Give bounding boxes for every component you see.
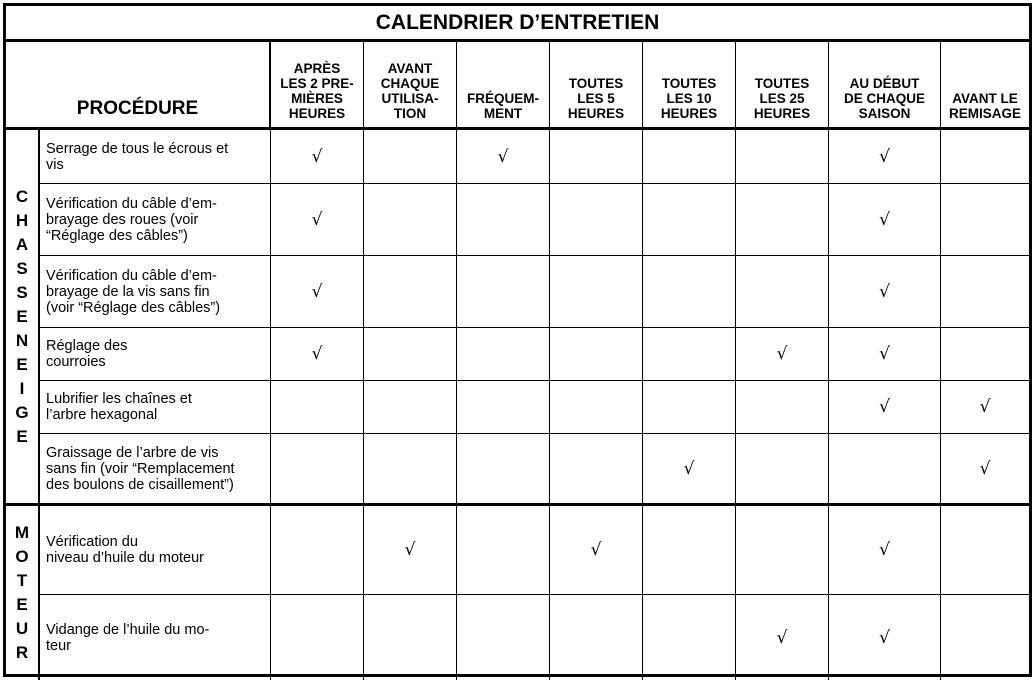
- column-header-line: MENT: [483, 106, 523, 121]
- procedure-text: [46, 196, 217, 244]
- procedure-cell: [40, 381, 271, 434]
- schedule-cell: [829, 381, 941, 434]
- column-header-line: LES 10: [666, 91, 712, 106]
- section-label-letter: G: [15, 402, 29, 422]
- procedure-line: Vérification du câble d’em-: [46, 267, 217, 284]
- schedule-cell: [643, 256, 736, 328]
- schedule-cell: [829, 328, 941, 381]
- column-header: [736, 42, 829, 130]
- column-header-text: [754, 76, 810, 121]
- procedure-line: niveau d’huile du moteur: [46, 550, 204, 566]
- schedule-cell: [829, 256, 941, 328]
- check-mark-icon: √: [879, 627, 890, 648]
- check-mark-icon: √: [311, 281, 323, 302]
- check-mark-icon: √: [311, 344, 323, 364]
- section-label-letter: U: [15, 619, 29, 638]
- schedule-cell: [643, 130, 736, 184]
- column-header-text: [844, 76, 925, 121]
- schedule-cell: [271, 506, 364, 595]
- column-header-line: FRÉQUEM-: [467, 91, 539, 106]
- procedure-line: brayage de la vis sans fin: [46, 283, 210, 300]
- schedule-cell: [550, 184, 643, 256]
- procedure-line: Vérification du câble d’em-: [46, 195, 217, 212]
- section-label-letter: N: [15, 330, 29, 350]
- section-label-letter: H: [15, 210, 29, 230]
- procedure-cell: [40, 595, 271, 680]
- check-mark-icon: √: [776, 344, 788, 364]
- section-label-letter: C: [15, 186, 29, 206]
- schedule-cell: [643, 595, 736, 680]
- column-header-text: [280, 61, 354, 121]
- check-mark-icon: √: [879, 397, 890, 417]
- schedule-cell: [643, 184, 736, 256]
- column-header-text: [381, 61, 440, 121]
- schedule-cell: [457, 328, 550, 381]
- column-header-line: LES 25: [759, 91, 805, 106]
- section-label: [6, 506, 40, 680]
- schedule-cell: [271, 381, 364, 434]
- column-header-line: AVANT: [387, 61, 433, 76]
- check-mark-icon: √: [311, 146, 323, 167]
- procedure-cell: [40, 506, 271, 595]
- procedure-line: Vérification du: [46, 534, 138, 550]
- schedule-cell: [941, 506, 1029, 595]
- column-header: [550, 42, 643, 130]
- procedure-line: l’arbre hexagonal: [46, 407, 158, 423]
- schedule-cell: [736, 130, 829, 184]
- schedule-cell: [550, 434, 643, 506]
- procedure-line: sans fin (voir “Remplacement: [46, 460, 235, 477]
- schedule-cell: [364, 130, 457, 184]
- schedule-cell: [941, 184, 1029, 256]
- procedure-line: Lubrifier les chaînes et: [46, 391, 192, 407]
- column-header-line: DE CHAQUE: [843, 91, 925, 106]
- schedule-cell: [941, 328, 1029, 381]
- schedule-cell: [364, 434, 457, 506]
- schedule-cell: [736, 381, 829, 434]
- check-mark-icon: √: [776, 627, 788, 648]
- schedule-cell: [829, 506, 941, 595]
- procedure-line: teur: [46, 637, 71, 654]
- check-mark-icon: √: [979, 397, 991, 417]
- section-label-letter: M: [14, 523, 30, 542]
- procedure-text: [46, 391, 192, 423]
- procedure-line: vis: [46, 156, 64, 173]
- column-header-line: SAISON: [858, 106, 911, 121]
- schedule-cell: [364, 184, 457, 256]
- column-header-line: HEURES: [288, 106, 346, 121]
- schedule-cell: [457, 506, 550, 595]
- procedure-line: (voir “Réglage des câbles”): [46, 299, 221, 316]
- schedule-cell: [457, 184, 550, 256]
- section-label: [6, 130, 40, 506]
- schedule-cell: [829, 130, 941, 184]
- column-header-line: HEURES: [753, 106, 811, 121]
- procedure-cell: [40, 434, 271, 506]
- schedule-cell: [457, 130, 550, 184]
- schedule-cell: [364, 256, 457, 328]
- section-label-letter: R: [15, 643, 29, 662]
- schedule-cell: [736, 328, 829, 381]
- schedule-cell: [941, 595, 1029, 680]
- section-label-letter: S: [16, 258, 28, 278]
- schedule-cell: [271, 130, 364, 184]
- schedule-cell: [736, 506, 829, 595]
- column-header-line: MIÈRES: [291, 91, 343, 106]
- procedure-text: [46, 141, 228, 173]
- schedule-cell: [364, 381, 457, 434]
- section-label-letter: E: [16, 306, 28, 326]
- procedure-cell: [40, 256, 271, 328]
- procedure-line: Vidange de l’huile du mo-: [46, 621, 210, 638]
- schedule-cell: [550, 381, 643, 434]
- schedule-cell: [643, 381, 736, 434]
- column-header-text: [467, 91, 539, 121]
- procedure-line: des boulons de cisaillement”): [46, 476, 234, 493]
- section-label-letter: E: [16, 595, 28, 614]
- column-header: [829, 42, 941, 130]
- procedure-cell: [40, 184, 271, 256]
- section-label-letter: E: [16, 354, 28, 374]
- section-label-letter: I: [19, 378, 25, 398]
- schedule-cell: [364, 595, 457, 680]
- schedule-cell: [829, 434, 941, 506]
- schedule-cell: [457, 434, 550, 506]
- check-mark-icon: √: [879, 281, 890, 302]
- procedure-line: Réglage des: [46, 338, 128, 354]
- check-mark-icon: √: [311, 209, 323, 230]
- schedule-cell: [736, 184, 829, 256]
- schedule-cell: [643, 434, 736, 506]
- schedule-table: [6, 42, 1029, 674]
- procedure-cell: [40, 328, 271, 381]
- section-label-letter: S: [16, 282, 28, 302]
- check-mark-icon: √: [683, 458, 695, 479]
- column-header: [364, 42, 457, 130]
- schedule-cell: [271, 184, 364, 256]
- column-header-line: TOUTES: [661, 76, 717, 91]
- check-mark-icon: √: [879, 344, 890, 364]
- column-header: [643, 42, 736, 130]
- check-mark-icon: √: [590, 540, 602, 560]
- schedule-cell: [643, 328, 736, 381]
- schedule-cell: [550, 256, 643, 328]
- schedule-cell: [457, 381, 550, 434]
- check-mark-icon: √: [879, 146, 890, 167]
- procedure-text: [46, 622, 209, 654]
- column-header-line: AU DÉBUT: [849, 76, 920, 91]
- procedure-text: [46, 534, 204, 566]
- schedule-cell: [643, 506, 736, 595]
- maintenance-schedule-sheet: [3, 3, 1032, 677]
- check-mark-icon: √: [879, 209, 890, 230]
- schedule-cell: [736, 256, 829, 328]
- column-header-text: [661, 76, 717, 121]
- schedule-cell: [271, 595, 364, 680]
- column-header-line: UTILISA-: [381, 91, 439, 106]
- column-header-line: CHAQUE: [380, 76, 440, 91]
- section-label-letter: A: [15, 234, 29, 254]
- section-label-letter: T: [16, 571, 28, 590]
- column-header-line: HEURES: [567, 106, 625, 121]
- column-header-line: TOUTES: [568, 76, 624, 91]
- column-header-text: [568, 76, 624, 121]
- schedule-cell: [941, 256, 1029, 328]
- check-mark-icon: √: [879, 540, 890, 560]
- section-label-letter: O: [15, 547, 29, 566]
- procedure-text: [46, 445, 235, 493]
- check-mark-icon: √: [404, 540, 416, 560]
- schedule-cell: [550, 328, 643, 381]
- schedule-cell: [550, 506, 643, 595]
- check-mark-icon: √: [497, 146, 509, 167]
- column-header-line: LES 2 PRE-: [280, 76, 354, 91]
- schedule-cell: [941, 130, 1029, 184]
- procedure-line: Serrage de tous le écrous et: [46, 140, 229, 157]
- schedule-cell: [364, 328, 457, 381]
- section-label-letter: E: [16, 426, 28, 446]
- column-header: [457, 42, 550, 130]
- schedule-cell: [941, 434, 1029, 506]
- schedule-cell: [829, 595, 941, 680]
- schedule-cell: [271, 256, 364, 328]
- schedule-cell: [550, 595, 643, 680]
- schedule-title: CALENDRIER D’ENTRETIEN: [6, 6, 1029, 42]
- column-header-line: TOUTES: [754, 76, 810, 91]
- schedule-cell: [736, 434, 829, 506]
- column-header-text: [949, 91, 1021, 121]
- column-header-line: REMISAGE: [948, 106, 1021, 121]
- check-mark-icon: √: [979, 458, 991, 479]
- column-header-line: TION: [393, 106, 427, 121]
- schedule-cell: [364, 506, 457, 595]
- schedule-cell: [271, 328, 364, 381]
- procedure-line: courroies: [46, 354, 106, 370]
- schedule-cell: [457, 256, 550, 328]
- schedule-cell: [829, 184, 941, 256]
- column-header: [271, 42, 364, 130]
- procedure-line: Graissage de l’arbre de vis: [46, 444, 219, 461]
- column-header-line: AVANT LE: [952, 91, 1018, 106]
- procedure-line: “Réglage des câbles”): [46, 227, 188, 244]
- schedule-cell: [271, 434, 364, 506]
- schedule-cell: [736, 595, 829, 680]
- column-header-line: LES 5: [577, 91, 615, 106]
- schedule-cell: [550, 130, 643, 184]
- procedure-header: PROCÉDURE: [6, 42, 271, 130]
- schedule-cell: [941, 381, 1029, 434]
- column-header-line: APRÈS: [293, 61, 341, 76]
- procedure-line: brayage des roues (voir: [46, 211, 199, 228]
- column-header-line: HEURES: [660, 106, 718, 121]
- procedure-cell: [40, 130, 271, 184]
- column-header: [941, 42, 1029, 130]
- procedure-text: [46, 268, 220, 316]
- schedule-cell: [457, 595, 550, 680]
- procedure-text: [46, 338, 127, 370]
